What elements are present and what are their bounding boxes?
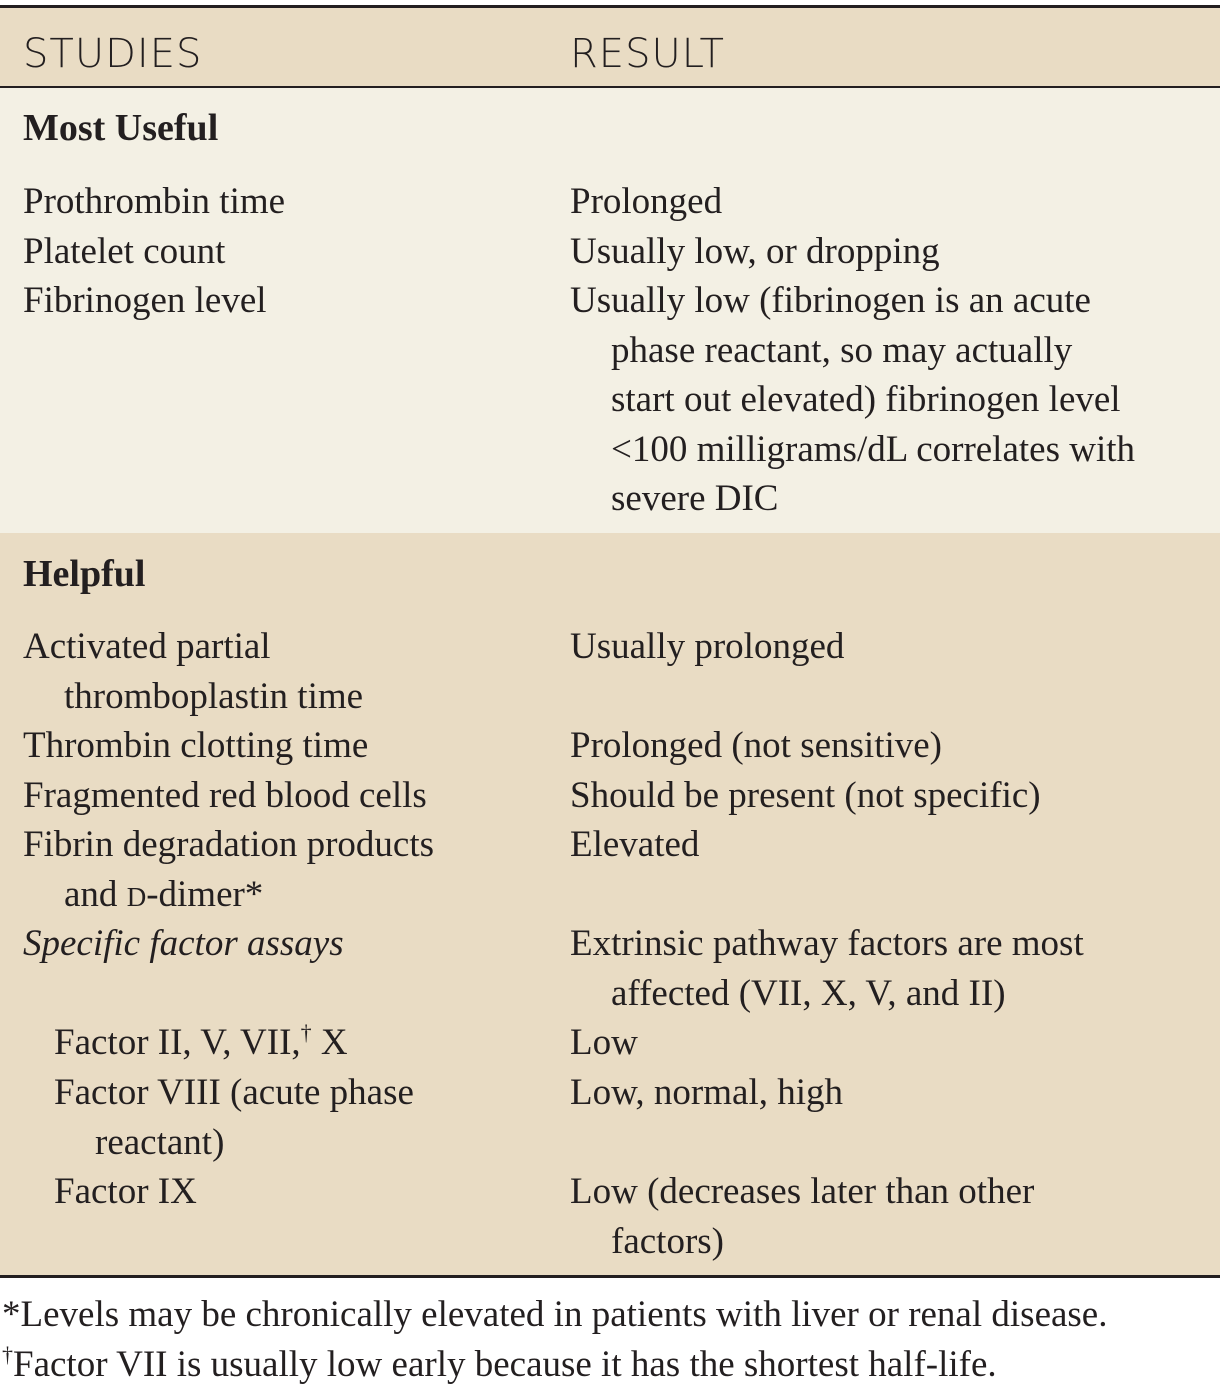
result-cell [570, 276, 1135, 524]
study-line: Factor VIII (acute phase [54, 1072, 414, 1113]
result-cell: Low [570, 1022, 638, 1063]
study-line: Fibrin degradation products [23, 824, 435, 865]
result-line: Usually low (fibrinogen is an acute [570, 280, 1091, 321]
result-line: <100 milligrams/dL correlates with [611, 428, 1136, 470]
study-line: and D-dimer* [64, 873, 264, 915]
result-cell: Elevated [570, 824, 700, 865]
result-line: Low (decreases later than other [570, 1171, 1035, 1212]
study-cell: Fragmented red blood cells [23, 775, 427, 816]
small-caps-d: D [126, 881, 147, 912]
dagger-mark: † [300, 1020, 312, 1045]
result-line: start out elevated) fibrinogen level [611, 379, 1121, 420]
study-line: Activated partial [23, 626, 271, 667]
result-line: severe DIC [611, 478, 779, 519]
result-cell: Prolonged [570, 181, 723, 222]
study-cell: Platelet count [23, 231, 226, 272]
study-cell: Thrombin clotting time [23, 725, 369, 766]
study-line: thromboplastin time [64, 675, 364, 717]
study-cell: Prothrombin time [23, 181, 286, 222]
dagger-mark: † [2, 1342, 13, 1367]
result-line: Extrinsic pathway factors are most [570, 923, 1084, 964]
section-most-useful [0, 88, 1220, 533]
section-title: Most Useful [23, 107, 219, 149]
result-cell: Usually prolonged [570, 626, 845, 667]
header-result: RESULT [570, 31, 725, 77]
result-line: factors) [611, 1220, 724, 1262]
footnote-asterisk: *Levels may be chronically elevated in patients with liver or renal disease. [2, 1294, 1108, 1335]
result-line: phase reactant, so may actually [611, 329, 1073, 371]
study-cell: Factor II, V, VII,† X [54, 1020, 348, 1063]
bottom-rule [0, 1275, 1220, 1278]
result-cell: Usually low, or dropping [570, 231, 940, 272]
result-cell: Should be present (not specific) [570, 775, 1041, 816]
result-cell [570, 1167, 1034, 1266]
result-line: affected (VII, X, V, and II) [611, 972, 1006, 1014]
study-cell: Specific factor assays [23, 923, 344, 964]
section-helpful [0, 533, 1220, 1276]
result-cell [570, 919, 1084, 1018]
result-cell: Low, normal, high [570, 1072, 844, 1113]
study-line: reactant) [95, 1121, 225, 1163]
section-title: Helpful [23, 553, 146, 595]
study-cell [54, 1068, 414, 1167]
study-cell [23, 622, 363, 721]
header-studies: STUDIES [23, 31, 203, 77]
study-cell: Factor IX [54, 1171, 197, 1212]
footnote-dagger: †Factor VII is usually low early because it has the shortest half-life. [2, 1342, 997, 1385]
result-cell: Prolonged (not sensitive) [570, 725, 943, 766]
study-cell [23, 820, 434, 922]
table-header [0, 8, 1220, 87]
study-cell: Fibrinogen level [23, 280, 267, 321]
